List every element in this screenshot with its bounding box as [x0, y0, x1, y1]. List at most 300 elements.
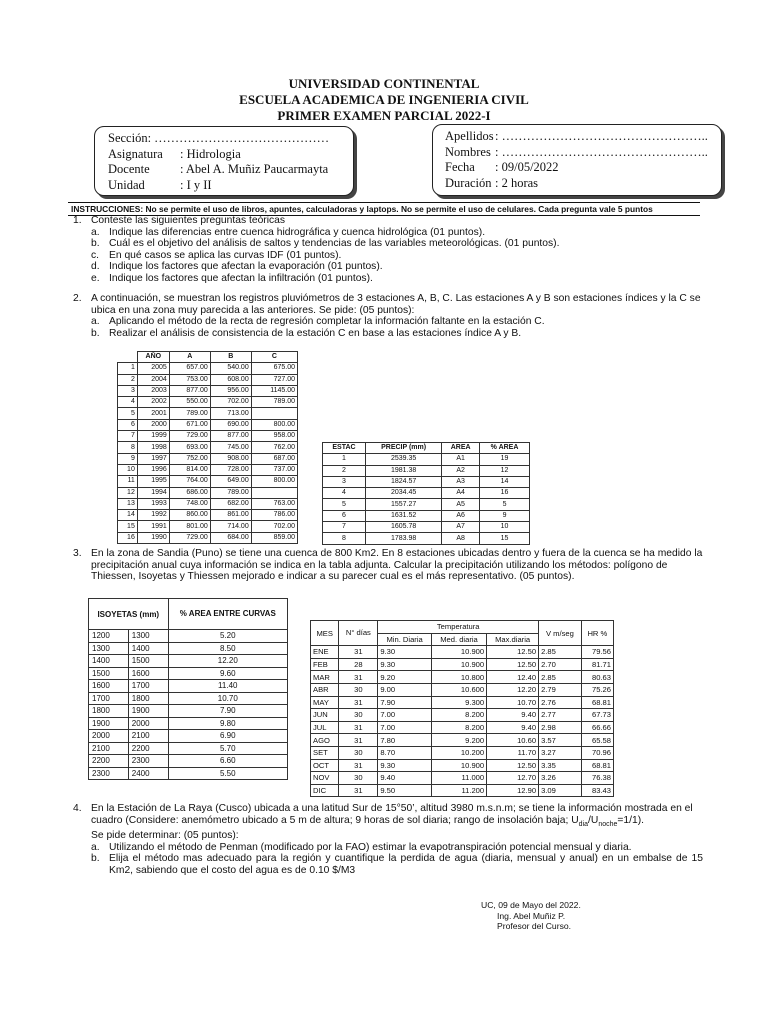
table-row	[118, 431, 298, 442]
table-cell: 737.00	[251, 464, 297, 475]
table-row	[118, 385, 298, 396]
col-header: ESTAC	[323, 443, 366, 454]
table-row	[118, 453, 298, 464]
table-cell: 9.80	[168, 717, 287, 730]
table-cell: 1900	[89, 717, 129, 730]
table-cell: 10.200	[431, 746, 486, 759]
table-cell: 31	[339, 734, 378, 747]
table-cell: 5.70	[168, 742, 287, 755]
table-row	[323, 476, 530, 487]
table-row	[118, 464, 298, 475]
exam-title: PRIMER EXAMEN PARCIAL 2022-I	[277, 108, 491, 123]
table-cell: 2300	[128, 755, 168, 768]
area-header: % AREA ENTRE CURVAS	[168, 599, 287, 630]
table-cell: 789.00	[210, 487, 251, 498]
table-cell: 1700	[128, 680, 168, 693]
table-row	[323, 488, 530, 499]
question-subtitle: Se pide determinar: (05 puntos):	[91, 830, 239, 842]
table-cell: 1783.98	[366, 533, 442, 544]
table-cell: 1500	[89, 667, 129, 680]
table-row	[118, 532, 298, 543]
table-cell: 1500	[128, 655, 168, 668]
table-cell: 8.200	[431, 721, 486, 734]
temp-header: Temperatura	[378, 621, 539, 634]
hr-header: HR %	[581, 621, 613, 646]
table-cell: 3.09	[539, 784, 582, 797]
table-row	[118, 487, 298, 498]
col-header: A	[169, 352, 210, 363]
table-cell: 2	[118, 374, 138, 385]
table-cell: 3	[323, 476, 366, 487]
table-cell: 2000	[89, 730, 129, 743]
table-cell: A8	[442, 533, 480, 544]
table-cell: 15	[118, 521, 138, 532]
table-row	[118, 510, 298, 521]
table-cell: 5.20	[168, 630, 287, 643]
table-cell: 8.70	[378, 746, 432, 759]
table-cell: 7.90	[168, 705, 287, 718]
table-cell: 675.00	[251, 363, 297, 374]
table-cell: 2004	[137, 374, 169, 385]
table-cell: 30	[339, 746, 378, 759]
table-cell: 2003	[137, 385, 169, 396]
table-cell: 9.300	[431, 696, 486, 709]
table-cell: 80.63	[581, 671, 613, 684]
table-row	[118, 442, 298, 453]
table-row	[89, 767, 288, 780]
table-cell: 65.58	[581, 734, 613, 747]
table-cell: 67.73	[581, 709, 613, 722]
item-text: Indique los factores que afectan la infiltración (01 puntos).	[109, 272, 373, 284]
table-cell: 2.70	[539, 658, 582, 671]
table-cell: 10.900	[431, 646, 486, 659]
table-cell: 15	[480, 533, 530, 544]
table-cell: 11.70	[487, 746, 539, 759]
item-letter: a.	[91, 316, 100, 328]
table-cell: 3.27	[539, 746, 582, 759]
table-cell: 1800	[89, 705, 129, 718]
table-cell: 687.00	[251, 453, 297, 464]
table-row	[323, 499, 530, 510]
table-cell: 748.00	[169, 498, 210, 509]
table-cell: A5	[442, 499, 480, 510]
table-row	[311, 772, 614, 785]
table-row	[311, 759, 614, 772]
table-cell: 81.71	[581, 658, 613, 671]
table-cell: 12.70	[487, 772, 539, 785]
question-3	[73, 548, 703, 583]
table-cell: 682.00	[210, 498, 251, 509]
table-cell: 9.20	[378, 671, 432, 684]
table-cell: 28	[339, 658, 378, 671]
table-cell: 764.00	[169, 476, 210, 487]
table-cell: 9	[118, 453, 138, 464]
table-cell: 860.00	[169, 510, 210, 521]
table-row	[311, 658, 614, 671]
table-cell: 1600	[128, 667, 168, 680]
table-cell: 693.00	[169, 442, 210, 453]
table-cell: 814.00	[169, 464, 210, 475]
table-cell: 1981.38	[366, 465, 442, 476]
table-cell: 12.40	[487, 671, 539, 684]
col-header	[118, 352, 138, 363]
table-row	[311, 683, 614, 696]
table-cell: 7.00	[378, 721, 432, 734]
unidad-label: Unidad	[108, 177, 145, 192]
table-cell: 5	[118, 408, 138, 419]
table-cell: 19	[480, 454, 530, 465]
table-cell: 2539.35	[366, 454, 442, 465]
table-cell: 7.90	[378, 696, 432, 709]
table-cell: 702.00	[210, 397, 251, 408]
table-cell: 8.50	[168, 642, 287, 655]
table-cell: 6.90	[168, 730, 287, 743]
table-cell: 801.00	[169, 521, 210, 532]
table-cell: 10.800	[431, 671, 486, 684]
table-cell: 11.200	[431, 784, 486, 797]
table-cell: 8	[118, 442, 138, 453]
table-cell: 5	[323, 499, 366, 510]
table-cell: 2.77	[539, 709, 582, 722]
table-row	[118, 374, 298, 385]
table-cell: 1400	[89, 655, 129, 668]
apellidos-label: Apellidos	[445, 129, 494, 143]
table-cell: 1631.52	[366, 510, 442, 521]
question-2	[73, 293, 703, 339]
item-text: Indique las diferencias entre cuenca hidrográfica y cuenca hidrológica (01 puntos).	[109, 226, 486, 238]
table-cell: 1700	[89, 692, 129, 705]
table-cell: 83.43	[581, 784, 613, 797]
table-cell: 68.81	[581, 759, 613, 772]
table-row	[311, 671, 614, 684]
table-cell: 16	[480, 488, 530, 499]
wind-header: V m/seg	[539, 621, 582, 646]
table-cell: 2100	[89, 742, 129, 755]
table-cell: MAR	[311, 671, 339, 684]
table-cell: 762.00	[251, 442, 297, 453]
question-number: 1.	[73, 215, 82, 226]
duracion-value: : 2 horas	[495, 175, 539, 190]
item-letter: c.	[91, 249, 100, 261]
table-cell: 1995	[137, 476, 169, 487]
table-row	[311, 746, 614, 759]
table-row	[118, 498, 298, 509]
table-cell: 2.79	[539, 683, 582, 696]
question-text: En la zona de Sandia (Puno) se tiene una cuenca de 800 Km2. En 8 estaciones ubicadas dentro y fuera de la cuenca se ha medido la precipitación anual cuya información se indica en la tabla adjunta. Calcular la precipitación utilizando los métodos: polígono de Thiessen, Isoyetas y Thiessen mejorado e indicar a su parecer cual es el más representativo. (05 puntos).	[91, 548, 703, 583]
instructions-bar: INSTRUCCIONES: No se permite el uso de libros, apuntes, calculadoras y laptops. No se permite el uso de celulares. Cada pregunta vale 5 puntos	[68, 202, 700, 216]
table-cell: 745.00	[210, 442, 251, 453]
table-cell: 1997	[137, 453, 169, 464]
table-cell: 671.00	[169, 419, 210, 430]
table-cell: 9	[480, 510, 530, 521]
table-cell: A1	[442, 454, 480, 465]
precipitation-table	[322, 442, 530, 545]
signature-role: Profesor del Curso.	[497, 921, 572, 931]
table-cell: 12.50	[487, 646, 539, 659]
table-cell: AGO	[311, 734, 339, 747]
table-cell: 2.85	[539, 671, 582, 684]
table-cell: 11	[118, 476, 138, 487]
table-cell: 4	[323, 488, 366, 499]
table-row	[89, 705, 288, 718]
table-cell: 10.600	[431, 683, 486, 696]
student-info-box	[432, 124, 722, 196]
table-row	[323, 510, 530, 521]
table-row	[118, 408, 298, 419]
table-cell: JUL	[311, 721, 339, 734]
school-title: ESCUELA ACADEMICA DE INGENIERIA CIVIL	[239, 92, 529, 107]
table-cell: 9.50	[378, 784, 432, 797]
table-cell: 6	[118, 419, 138, 430]
table-cell: 2200	[128, 742, 168, 755]
table-cell: 800.00	[251, 476, 297, 487]
table-cell: OCT	[311, 759, 339, 772]
table-cell: 8.200	[431, 709, 486, 722]
table-row	[89, 692, 288, 705]
col-header: C	[251, 352, 297, 363]
table-cell: 7	[323, 522, 366, 533]
table-cell: 958.00	[251, 431, 297, 442]
table-cell: 1991	[137, 521, 169, 532]
table-cell: 7.00	[378, 709, 432, 722]
table-row	[89, 755, 288, 768]
table-cell: 8	[323, 533, 366, 544]
table-cell: A3	[442, 476, 480, 487]
max-header: Max.diaria	[487, 633, 539, 646]
table-cell: 12	[118, 487, 138, 498]
table-row	[118, 397, 298, 408]
seccion-value: ……………………………………	[154, 131, 330, 145]
table-row	[311, 734, 614, 747]
table-cell: 9.60	[168, 667, 287, 680]
question-text-end: =1/1).	[617, 814, 645, 826]
table-row	[311, 696, 614, 709]
table-cell: 5	[480, 499, 530, 510]
table-cell: 10.900	[431, 759, 486, 772]
question-number: 4.	[73, 803, 82, 814]
table-cell: 657.00	[169, 363, 210, 374]
table-cell: 2.76	[539, 696, 582, 709]
table-row	[89, 730, 288, 743]
duracion-label: Duración	[445, 175, 492, 190]
item-text: Elija el método mas adecuado para la región y cuantifique la perdida de agua (diaria, mensual y anual) en un embalse de 15 Km2, sabiendo que el costo del agua es de 0.10 $/M3	[109, 853, 703, 877]
university-title: UNIVERSIDAD CONTINENTAL	[288, 76, 480, 91]
table-cell: 30	[339, 709, 378, 722]
table-cell: 11.000	[431, 772, 486, 785]
question-text-mid: /U	[588, 814, 599, 826]
table-row	[89, 642, 288, 655]
meteo-table	[310, 620, 614, 797]
item-text: Utilizando el método de Penman (modificado por la FAO) estimar la evapotranspiración potencial mensual y diaria.	[109, 841, 632, 853]
table-cell: 12.50	[487, 658, 539, 671]
table-cell: 729.00	[169, 532, 210, 543]
table-cell: 6.60	[168, 755, 287, 768]
table-cell: 9.30	[378, 658, 432, 671]
table-cell: 9.40	[378, 772, 432, 785]
table-cell: 550.00	[169, 397, 210, 408]
mes-header: MES	[311, 621, 339, 646]
table-cell: 608.00	[210, 374, 251, 385]
question-text: Conteste las siguientes preguntas teóricas	[91, 215, 286, 226]
apellidos-value: : …………………………………………..	[495, 129, 708, 143]
table-cell: 1992	[137, 510, 169, 521]
table-cell: 75.26	[581, 683, 613, 696]
table-cell: 1993	[137, 498, 169, 509]
table-cell: 31	[339, 671, 378, 684]
table-cell: 1600	[89, 680, 129, 693]
table-cell: 2.98	[539, 721, 582, 734]
question-4	[73, 803, 703, 877]
table-cell: 30	[339, 772, 378, 785]
table-row	[89, 680, 288, 693]
table-cell: 12.50	[487, 759, 539, 772]
table-cell: 2400	[128, 767, 168, 780]
table-cell: 859.00	[251, 532, 297, 543]
table-cell: 12.90	[487, 784, 539, 797]
table-cell: 31	[339, 759, 378, 772]
table-cell: 5.50	[168, 767, 287, 780]
table-cell: 10.900	[431, 658, 486, 671]
table-cell: 727.00	[251, 374, 297, 385]
item-text: Cuál es el objetivo del análisis de saltos y tendencias de las variables meteorológicas. (01 puntos).	[109, 238, 560, 250]
question-text: A continuación, se muestran los registros pluviómetros de 3 estaciones A, B, C. Las estaciones A y B son estaciones índices y la C se ubica en una zona muy parecida a las anteriores. Se pide: (05 puntos):	[91, 293, 701, 316]
table-cell: 7.80	[378, 734, 432, 747]
table-cell: 2300	[89, 767, 129, 780]
table-cell: 10.60	[487, 734, 539, 747]
col-header: AÑO	[137, 352, 169, 363]
table-cell: 1824.57	[366, 476, 442, 487]
table-cell: 728.00	[210, 464, 251, 475]
table-cell: A6	[442, 510, 480, 521]
table-cell: 713.00	[210, 408, 251, 419]
table-row	[89, 667, 288, 680]
question-text	[91, 803, 703, 830]
table-cell: 1	[323, 454, 366, 465]
table-cell: 2000	[128, 717, 168, 730]
table-row	[118, 363, 298, 374]
col-header: B	[210, 352, 251, 363]
col-header: AREA	[442, 443, 480, 454]
table-cell: 13	[118, 498, 138, 509]
table-cell: 789.00	[169, 408, 210, 419]
table-cell: 702.00	[251, 521, 297, 532]
table-row	[89, 630, 288, 643]
table-cell: 70.96	[581, 746, 613, 759]
table-cell: 2	[323, 465, 366, 476]
table-cell: 763.00	[251, 498, 297, 509]
col-header: PRECIP (mm)	[366, 443, 442, 454]
table-cell: 30	[339, 683, 378, 696]
fecha-label: Fecha	[445, 160, 475, 174]
signature-block	[481, 900, 581, 932]
table-cell: 789.00	[251, 397, 297, 408]
table-cell	[251, 408, 297, 419]
item-text: En qué casos se aplica las curvas IDF (01 puntos).	[109, 249, 342, 261]
table-cell: JUN	[311, 709, 339, 722]
table-cell: 649.00	[210, 476, 251, 487]
table-cell: MAY	[311, 696, 339, 709]
subscript-noche: noche	[598, 820, 618, 828]
table-row	[323, 465, 530, 476]
table-cell: 9.30	[378, 646, 432, 659]
subscript-dia: dia	[578, 820, 589, 828]
table-cell: 1998	[137, 442, 169, 453]
table-row	[311, 646, 614, 659]
question-1	[73, 215, 713, 285]
table-cell: A7	[442, 522, 480, 533]
isoyetas-table	[88, 598, 288, 780]
table-cell: NOV	[311, 772, 339, 785]
table-cell: 1999	[137, 431, 169, 442]
item-letter: b.	[91, 327, 100, 339]
table-cell: 2034.45	[366, 488, 442, 499]
item-letter: e.	[91, 272, 100, 284]
table-cell: 9.30	[378, 759, 432, 772]
fecha-value: : 09/05/2022	[495, 160, 559, 174]
table-cell: 10	[118, 464, 138, 475]
table-cell: 12	[480, 465, 530, 476]
table-row	[323, 522, 530, 533]
asignatura-label: Asignatura	[108, 146, 163, 161]
table-cell: 2200	[89, 755, 129, 768]
dias-header: N° días	[339, 621, 378, 646]
table-row	[118, 419, 298, 430]
table-cell: 1990	[137, 532, 169, 543]
question-text-main: En la Estación de La Raya (Cusco) ubicada a una latitud Sur de 15°50’, altitud 3980 m.s.n.m; se tiene la información mostrada en el cuadro (Considere: anemómetro ubicado a 5 m de altura; 9 horas de sol diaria; rango de insolación baja; U	[91, 803, 693, 826]
table-cell: 11.40	[168, 680, 287, 693]
table-cell: 76.38	[581, 772, 613, 785]
item-text: Indique los factores que afectan la evaporación (01 puntos).	[109, 261, 383, 273]
table-cell: 686.00	[169, 487, 210, 498]
table-cell: 690.00	[210, 419, 251, 430]
table-cell: 714.00	[210, 521, 251, 532]
table-row	[311, 721, 614, 734]
table-cell: 2100	[128, 730, 168, 743]
table-row	[89, 717, 288, 730]
table-cell: 9.00	[378, 683, 432, 696]
signature-date: UC, 09 de Mayo del 2022.	[481, 900, 581, 910]
question-number: 2.	[73, 293, 82, 304]
table-cell: 3.57	[539, 734, 582, 747]
item-text: Aplicando el método de la recta de regresión completar la información faltante en la estación C.	[109, 316, 545, 328]
table-cell: DIC	[311, 784, 339, 797]
table-cell: 684.00	[210, 532, 251, 543]
table-cell: 14	[480, 476, 530, 487]
table-cell: 10.70	[487, 696, 539, 709]
table-cell: 31	[339, 646, 378, 659]
table-cell: 3	[118, 385, 138, 396]
seccion-label: Sección:	[108, 131, 152, 145]
table-cell: 786.00	[251, 510, 297, 521]
table-cell: 12.20	[487, 683, 539, 696]
table-cell: 1800	[128, 692, 168, 705]
item-letter: d.	[91, 261, 100, 273]
table-cell: 68.81	[581, 696, 613, 709]
table-cell: 79.56	[581, 646, 613, 659]
isoyetas-header: ISOYETAS (mm)	[89, 599, 169, 630]
table-cell: 2000	[137, 419, 169, 430]
table-cell: 753.00	[169, 374, 210, 385]
table-cell: 9.200	[431, 734, 486, 747]
table-cell: 7	[118, 431, 138, 442]
table-cell: 2002	[137, 397, 169, 408]
table-cell: 1	[118, 363, 138, 374]
table-cell: 31	[339, 784, 378, 797]
table-cell: 1300	[128, 630, 168, 643]
table-cell: 1994	[137, 487, 169, 498]
table-row	[89, 742, 288, 755]
col-header: % AREA	[480, 443, 530, 454]
